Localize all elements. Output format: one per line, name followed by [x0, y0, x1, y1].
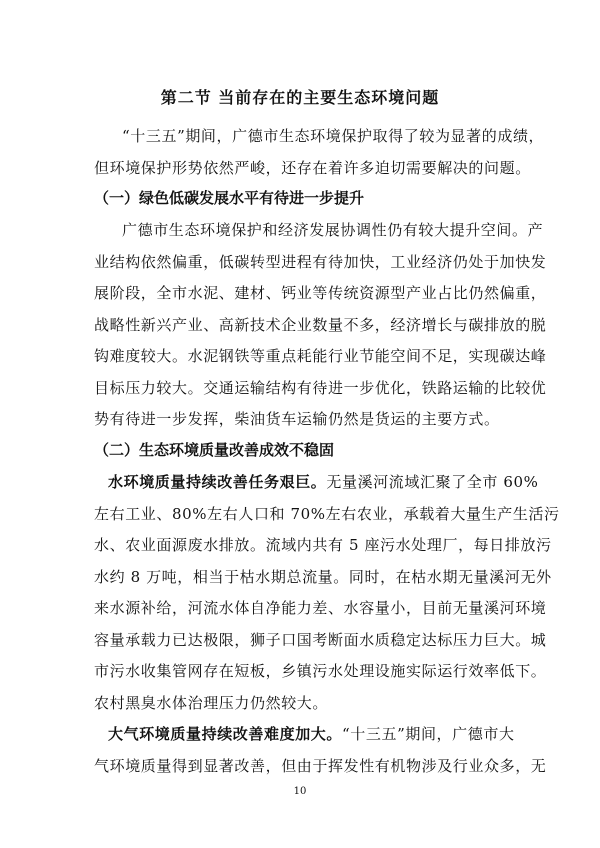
paragraph-line: 市污水收集管网存在短板，乡镇污水处理设施实际运行效率低下。 — [94, 662, 547, 680]
air-first-rest: “十三五”期间，广德市大 — [342, 725, 515, 743]
paragraph-line: 战略性新兴产业、高新技术企业数量不多，经济增长与碳排放的脱 — [94, 315, 547, 334]
paragraph-line: 目标压力较大。交通运输结构有待进一步优化，铁路运输的比较优 — [94, 378, 547, 397]
paragraph-line: 农村黑臭水体治理压力仍然较大。 — [94, 693, 329, 712]
intro-line: 但环境保护形势依然严峻，还存在着许多迫切需要解决的问题。 — [94, 158, 531, 177]
paragraph-line: 业结构依然偏重，低碳转型进程有待加快，工业经济仍处于加快发 — [94, 252, 547, 271]
paragraph-line: 来水源补给，河流水体自净能力差、水容量小，目前无量溪河环境 — [94, 599, 547, 617]
air-lead: 大气环境质量持续改善难度加大。 — [108, 725, 343, 743]
air-paragraph — [94, 719, 547, 782]
paragraph-line: 容量承载力已达极限，狮子口国考断面水质稳定达标压力巨大。城 — [94, 630, 547, 649]
paragraph-line: 广德市生态环境保护和经济发展协调性仍有较大提升空间。产 — [122, 221, 544, 239]
paragraph-line: 钩难度较大。水泥钢铁等重点耗能行业节能空间不足，实现碳达峰 — [94, 347, 547, 365]
paragraph-line: 展阶段，全市水泥、建材、钙业等传统资源型产业占比仍然偏重， — [94, 284, 547, 302]
paragraph-line — [94, 719, 515, 751]
water-first-rest: 无量溪河流域汇聚了全市 60% — [326, 473, 539, 491]
intro-line: “十三五”期间，广德市生态环境保护取得了较为显著的成绩， — [122, 127, 545, 145]
paragraph-line: 左右工业、80%左右人口和 70%左右农业，承载着大量生产生活污 — [94, 504, 560, 523]
water-paragraph — [94, 467, 560, 719]
page-number: 10 — [293, 786, 307, 797]
paragraph-line: 势有待进一步发挥，柴油货车运输仍然是货运的主要方式。 — [94, 410, 500, 428]
paragraph-line — [94, 467, 539, 499]
subsection-2-heading: （二）生态环境质量改善成效不稳固 — [94, 441, 335, 459]
subsection-1-paragraph — [94, 215, 547, 436]
intro-paragraph — [94, 121, 545, 184]
paragraph-line: 水、农业面源废水排放。流域内共有 5 座污水处理厂，每日排放污 — [94, 536, 552, 554]
section-title: 第二节 当前存在的主要生态环境问题 — [160, 88, 440, 107]
water-lead: 水环境质量持续改善任务艰巨。 — [108, 473, 327, 491]
paragraph-line: 水约 8 万吨，相当于枯水期总流量。同时，在枯水期无量溪河无外 — [94, 567, 552, 586]
subsection-1-heading: （一）绿色低碳发展水平有待进一步提升 — [94, 189, 365, 207]
paragraph-line: 气环境质量得到显著改善，但由于挥发性有机物涉及行业众多，无 — [94, 756, 547, 775]
